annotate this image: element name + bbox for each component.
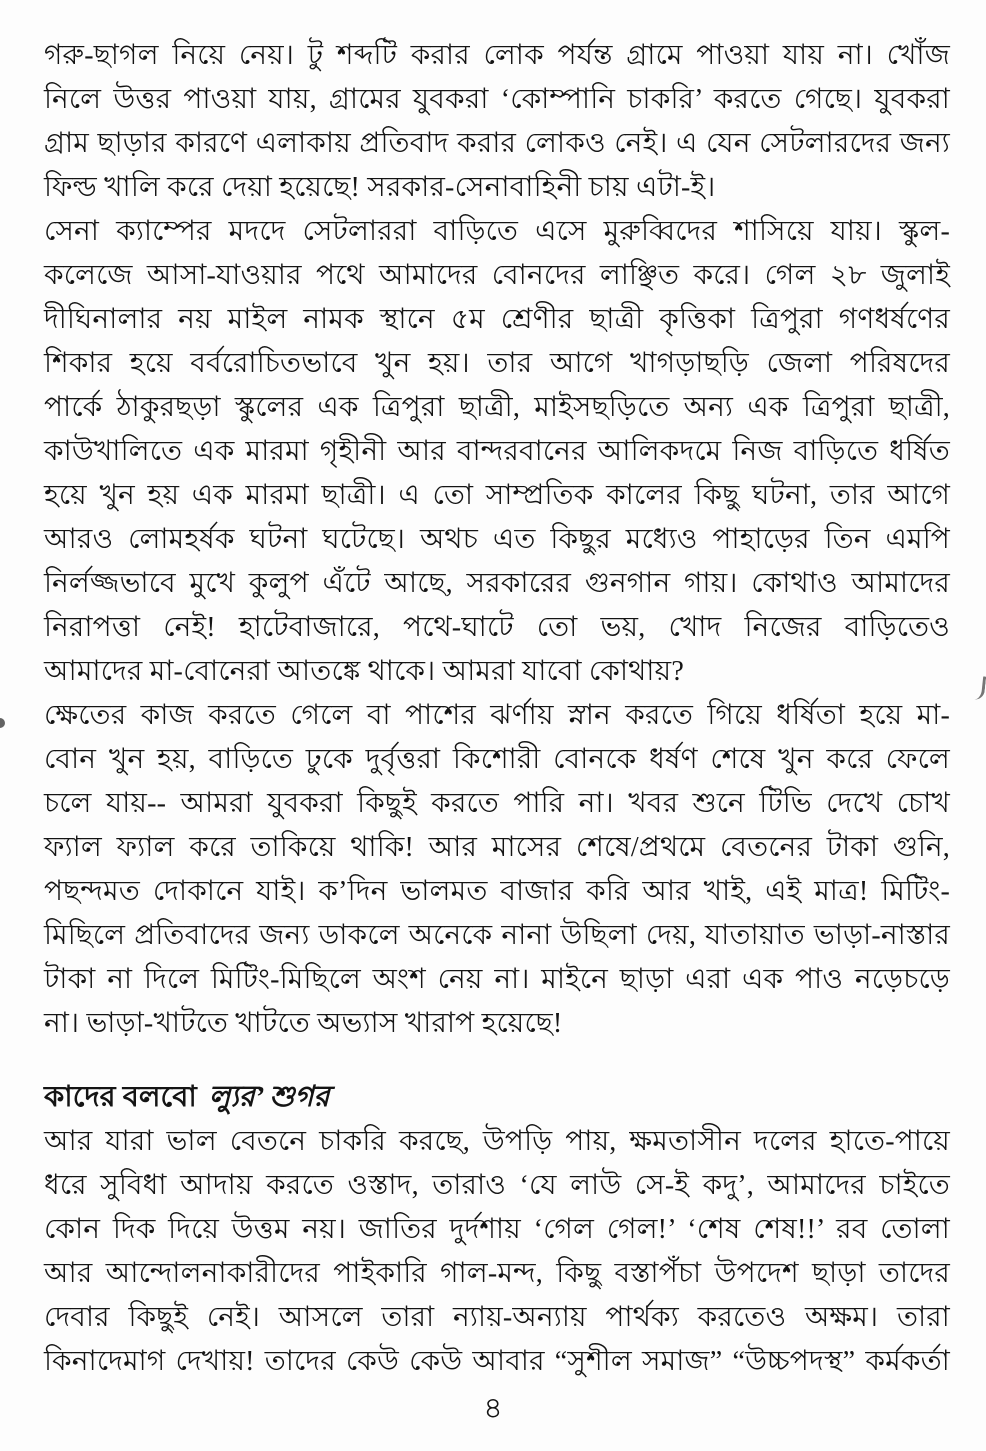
- text-line: কাউখালিতে এক মারমা গৃহীনী আর বান্দরবানের আলিকদমে নিজ বাড়িতে ধর্ষিত: [44, 436, 950, 467]
- text-line: ফিল্ড খালি করে দেয়া হয়েছে! সরকার-সেনাবাহিনী চায় এটা-ই।: [44, 172, 716, 203]
- text-line: ক্ষেতের কাজ করতে গেলে বা পাশের ঝর্ণায় স্নান করতে গিয়ে ধর্ষিতা হয়ে মা-: [44, 700, 950, 731]
- text-column: [44, 34, 950, 1384]
- text-line: কোন দিক দিয়ে উত্তম নয়। জাতির দুর্দশায় ‘গেল গেল!’ ‘শেষ শেষ!!’ রব তোলা: [44, 1214, 950, 1245]
- text-line: না। ভাড়া-খাটতে খাটতে অভ্যাস খারাপ হয়েছে!: [44, 1008, 563, 1039]
- text-line: চলে যায়-- আমরা যুবকরা কিছুই করতে পারি না। খবর শুনে টিভি দেখে চোখ: [44, 788, 950, 819]
- text-line: মিছিলে প্রতিবাদের জন্য ডাকলে অনেকে নানা উছিলা দেয়, যাতায়াত ভাড়া-নাস্তার: [44, 920, 950, 951]
- text-line: ফ্যাল ফ্যাল করে তাকিয়ে থাকি! আর মাসের শেষে/প্রথমে বেতনের টাকা গুনি,: [44, 832, 950, 863]
- text-line: পার্কে ঠাকুরছড়া স্কুলের এক ত্রিপুরা ছাত্রী, মাইসছড়িতে অন্য এক ত্রিপুরা ছাত্রী,: [44, 392, 950, 423]
- text-line: কিনাদেমাগ দেখায়! তাদের কেউ কেউ আবার “সুশীল সমাজ” “উচ্চপদস্থ” কর্মকর্তা: [44, 1346, 950, 1377]
- text-line: বোন খুন হয়, বাড়িতে ঢুকে দুর্বৃত্তরা কিশোরী বোনকে ধর্ষণ শেষে খুন করে ফেলে: [44, 744, 950, 775]
- text-line: পছন্দমত দোকানে যাই। ক’দিন ভালমত বাজার করি আর খাই, এই মাত্র! মিটিং-: [44, 876, 950, 907]
- scan-artifact: [972, 675, 986, 700]
- text-line: নিরাপত্তা নেই! হাটেবাজারে, পথে-ঘাটে তো ভয়, খোদ নিজের বাড়িতেও: [44, 612, 950, 643]
- text-line: আর যারা ভাল বেতনে চাকরি করছে, উপড়ি পায়, ক্ষমতাসীন দলের হাতে-পায়ে: [44, 1126, 950, 1157]
- text-line: সেনা ক্যাম্পের মদদে সেটলাররা বাড়িতে এসে মুরুব্বিদের শাসিয়ে যায়। স্কুল-: [44, 216, 950, 247]
- text-line: দীঘিনালার নয় মাইল নামক স্থানে ৫ম শ্রেণীর ছাত্রী কৃত্তিকা ত্রিপুরা গণধর্ষণের: [44, 304, 950, 335]
- text-line: গ্রাম ছাড়ার কারণে এলাকায় প্রতিবাদ করার লোকও নেই। এ যেন সেটলারদের জন্য: [44, 128, 950, 159]
- section-heading-title: ল্যুর’ শুগর: [208, 1081, 330, 1113]
- scan-artifact: [0, 718, 5, 728]
- section-heading-lead: কাদের বলবো: [44, 1081, 197, 1113]
- text-line: নির্লজ্জভাবে মুখে কুলুপ এঁটে আছে, সরকারের গুনগান গায়। কোথাও আমাদের: [44, 568, 950, 599]
- text-line: আর আন্দোলনাকারীদের পাইকারি গাল-মন্দ, কিছু বস্তাপঁচা উপদেশ ছাড়া তাদের: [44, 1258, 950, 1289]
- text-line: হয়ে খুন হয় এক মারমা ছাত্রী। এ তো সাম্প্রতিক কালের কিছু ঘটনা, তার আগে: [44, 480, 950, 511]
- text-line: টাকা না দিলে মিটিং-মিছিলে অংশ নেয় না। মাইনে ছাড়া এরা এক পাও নড়েচড়ে: [44, 964, 950, 995]
- text-line: কলেজে আসা-যাওয়ার পথে আমাদের বোনদের লাঞ্ছিত করে। গেল ২৮ জুলাই: [44, 260, 950, 291]
- page-number: ৪: [483, 1392, 503, 1425]
- text-line: আরও লোমহর্ষক ঘটনা ঘটেছে। অথচ এত কিছুর মধ্যেও পাহাড়ের তিন এমপি: [44, 524, 950, 555]
- section-heading: [44, 1074, 950, 1120]
- text-line: শিকার হয়ে বর্বরোচিতভাবে খুন হয়। তার আগে খাগড়াছড়ি জেলা পরিষদের: [44, 348, 950, 379]
- text-line: দেবার কিছুই নেই। আসলে তারা ন্যায়-অন্যায় পার্থক্য করতেও অক্ষম। তারা: [44, 1302, 950, 1333]
- text-line: আমাদের মা-বোনেরা আতঙ্কে থাকে। আমরা যাবো কোথায়?: [44, 656, 684, 687]
- text-line: ধরে সুবিধা আদায় করতে ওস্তাদ, তারাও ‘যে লাউ সে-ই কদু’, আমাদের চাইতে: [44, 1170, 950, 1201]
- text-line: গরু-ছাগল নিয়ে নেয়। টু শব্দটি করার লোক পর্যন্ত গ্রামে পাওয়া যায় না। খোঁজ: [44, 40, 950, 71]
- text-line: নিলে উত্তর পাওয়া যায়, গ্রামের যুবকরা ‘কোম্পানি চাকরি’ করতে গেছে। যুবকরা: [44, 84, 950, 115]
